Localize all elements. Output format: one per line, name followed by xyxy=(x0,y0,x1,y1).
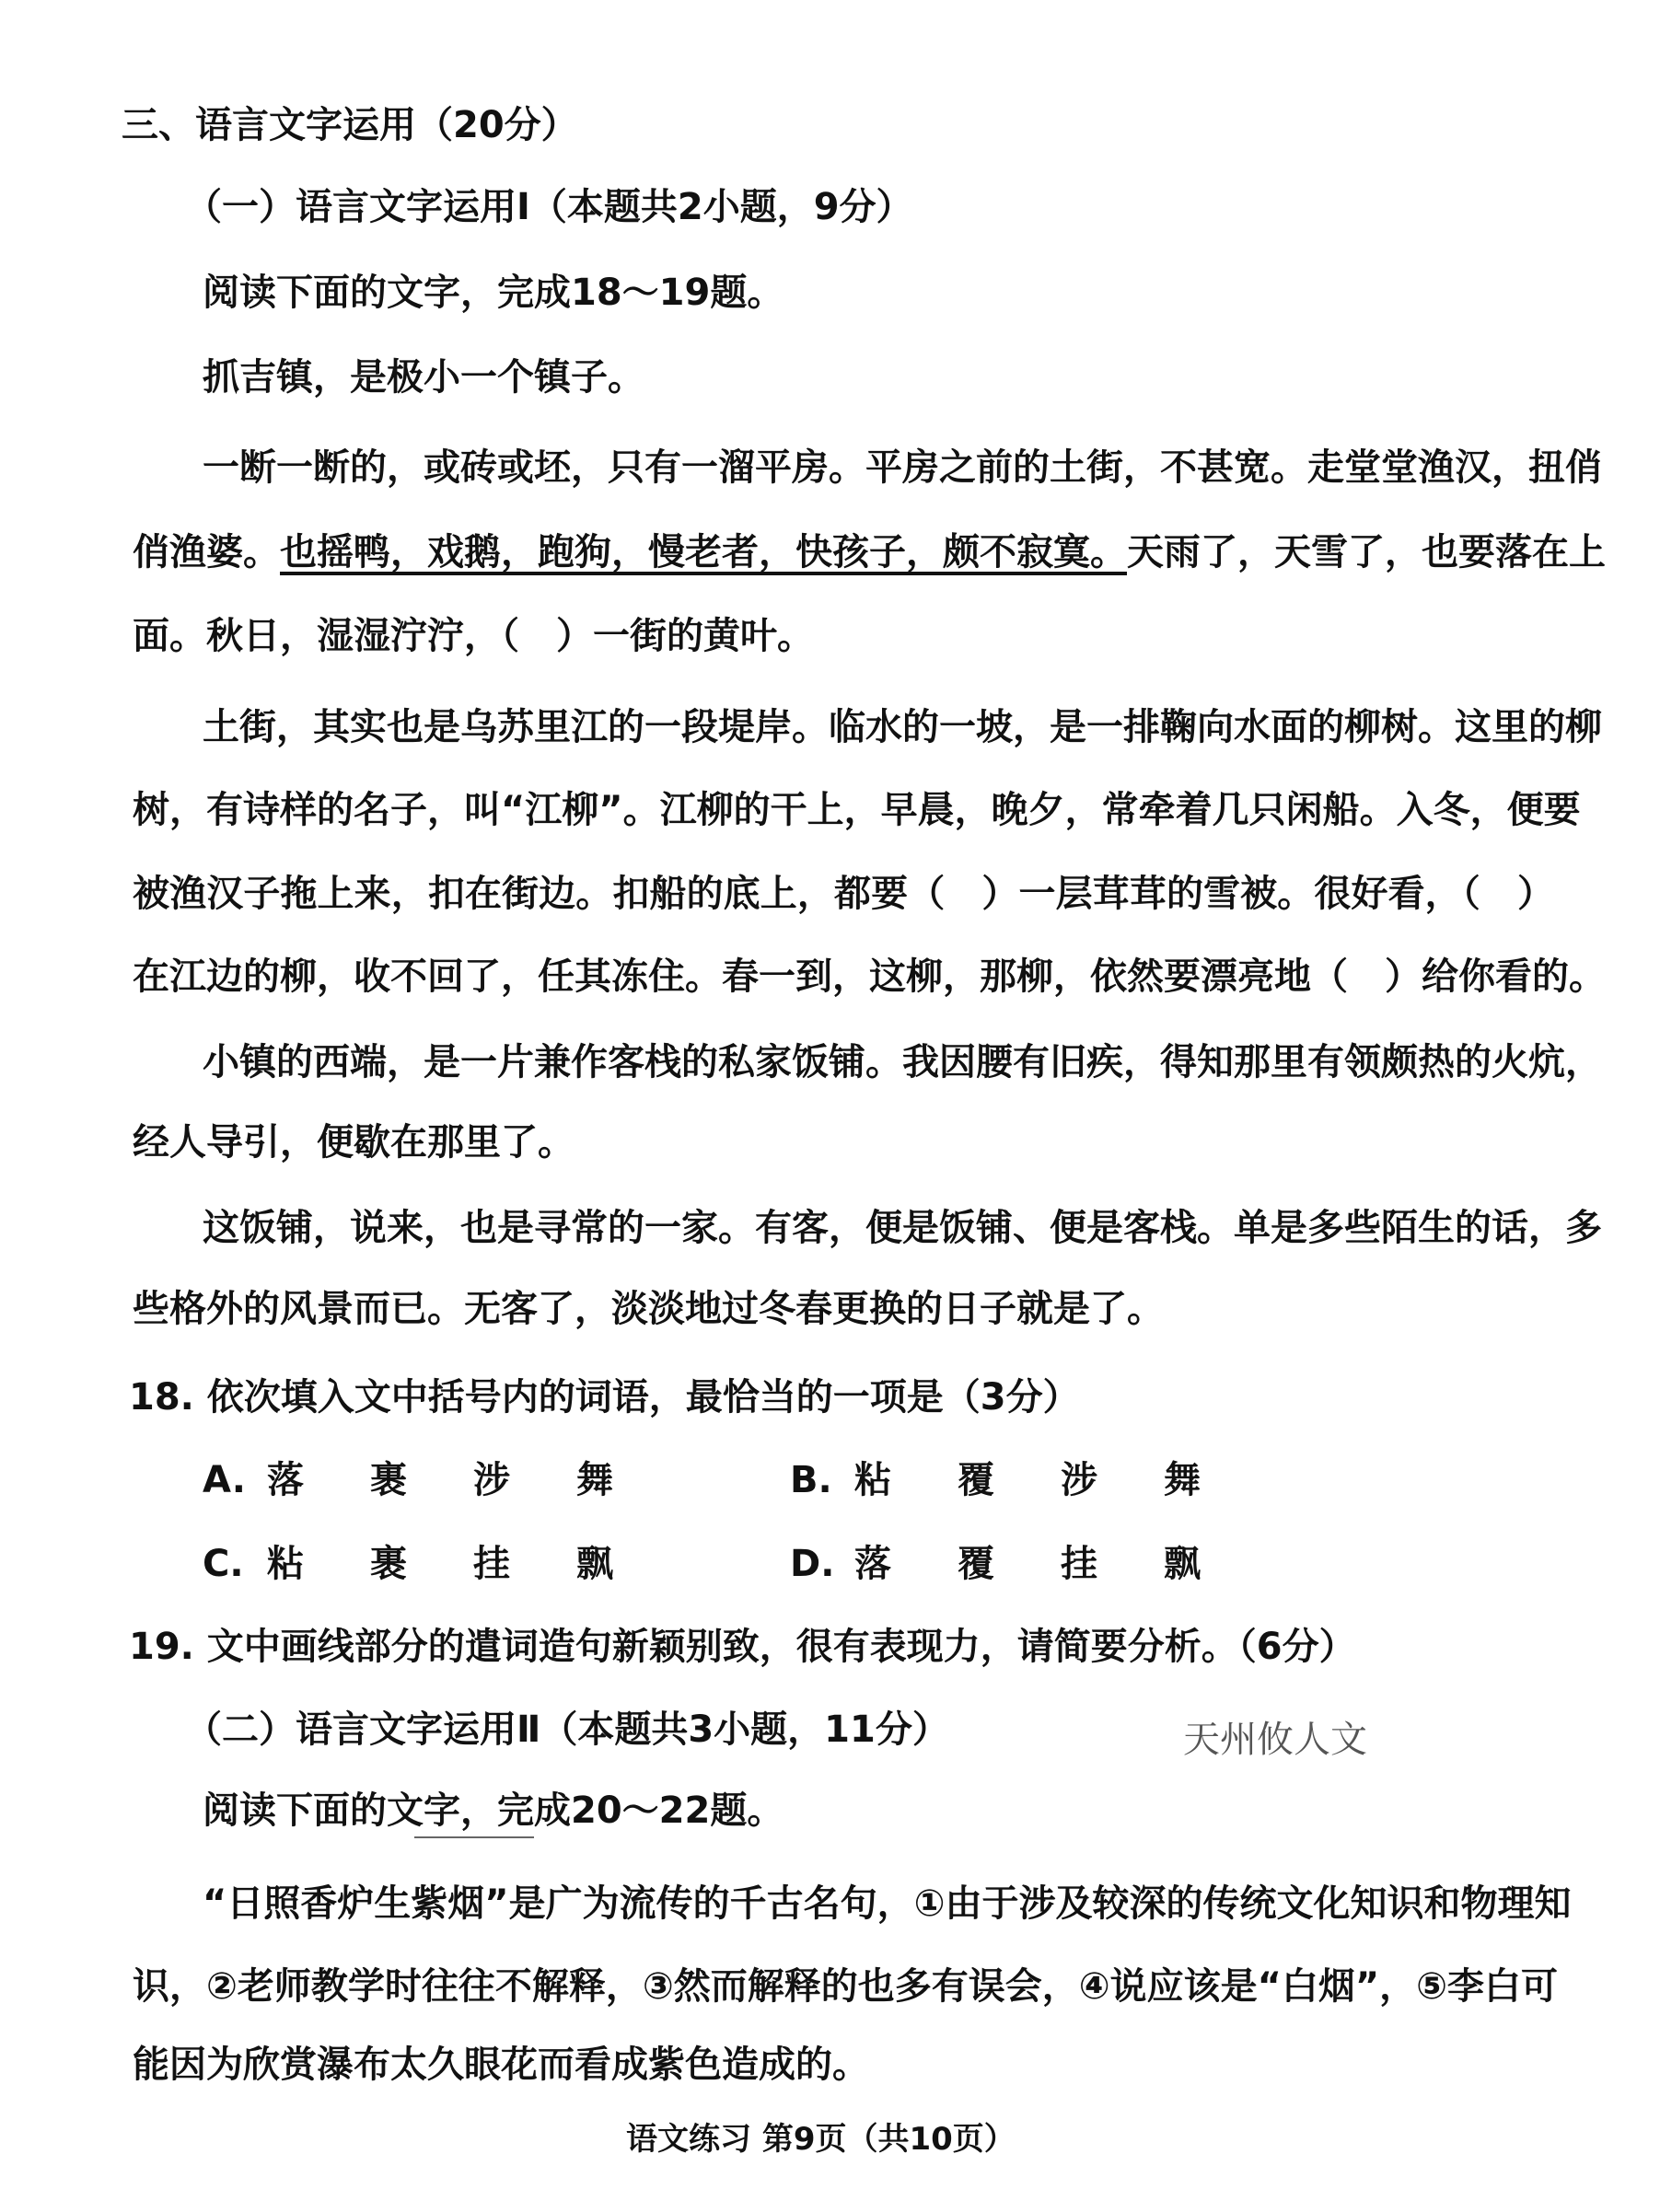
word: 粘 xyxy=(854,1459,891,1501)
passage-line: 识，②老师教学时往往不解释，③然而解释的也多有误会，④说应该是“白烟”，⑤李白可 xyxy=(133,1965,1559,2008)
part1-instruction: 阅读下面的文字，完成18～19题。 xyxy=(203,272,784,314)
word: 舞 xyxy=(576,1459,613,1501)
option-c xyxy=(203,1541,679,1587)
part1-title: （一）语言文字运用Ⅰ（本题共2小题，9分） xyxy=(185,186,913,228)
word: 涉 xyxy=(473,1459,510,1501)
word: 覆 xyxy=(958,1459,994,1501)
passage-line: 能因为欣赏瀑布太久眼花而看成紫色造成的。 xyxy=(133,2044,869,2086)
divider xyxy=(414,1836,534,1838)
option-d xyxy=(790,1541,1267,1587)
passage-line: 一断一断的，或砖或坯，只有一溜平房。平房之前的土街，不甚宽。走堂堂渔汉，扭俏 xyxy=(203,446,1602,489)
passage-line: 小镇的西端，是一片兼作客栈的私家饭铺。我因腰有旧疾，得知那里有领颇热的火炕， xyxy=(203,1041,1602,1083)
word: 覆 xyxy=(958,1543,994,1585)
text: 俏渔婆。 xyxy=(133,531,280,573)
word: 舞 xyxy=(1164,1459,1201,1501)
bleed-through-text: 天州攸人文 xyxy=(1183,1719,1367,1761)
word: 飘 xyxy=(1164,1543,1201,1585)
word: 飘 xyxy=(576,1543,613,1585)
question-18: 18. 依次填入文中括号内的词语，最恰当的一项是（3分） xyxy=(129,1376,1080,1419)
word: 粘 xyxy=(267,1543,304,1585)
option-key: C. xyxy=(203,1543,244,1585)
part2-instruction: 阅读下面的文字，完成20～22题。 xyxy=(203,1789,784,1832)
passage-line xyxy=(133,529,1606,575)
question-19: 19. 文中画线部分的遣词造句新颖别致，很有表现力，请简要分析。（6分） xyxy=(129,1626,1356,1668)
underlined-sentence: 也摇鸭，戏鹅，跑狗，慢老者，快孩子，颇不寂寞。 xyxy=(280,531,1127,573)
option-key: B. xyxy=(790,1459,832,1501)
text: 天雨了，天雪了，也要落在上 xyxy=(1127,531,1606,573)
part2-title: （二）语言文字运用Ⅱ（本题共3小题，11分） xyxy=(185,1708,949,1751)
word: 挂 xyxy=(473,1543,510,1585)
passage-line: 被渔汉子拖上来，扣在街边。扣船的底上，都要（ ）一层茸茸的雪被。很好看，（ ） xyxy=(133,873,1554,915)
passage-line: 土街，其实也是乌苏里江的一段堤岸。临水的一坡，是一排鞠向水面的柳树。这里的柳 xyxy=(203,706,1602,748)
option-key: D. xyxy=(790,1543,835,1585)
word: 落 xyxy=(854,1543,891,1585)
word: 裹 xyxy=(370,1543,407,1585)
passage-line: 在江边的柳，收不回了，任其冻住。春一到，这柳，那柳，依然要漂亮地（ ）给你看的。 xyxy=(133,955,1606,998)
section-title: 三、语言文字运用（20分） xyxy=(122,104,578,146)
passage-line: 面。秋日，湿湿泞泞，（ ）一街的黄叶。 xyxy=(133,615,814,657)
option-a xyxy=(203,1457,679,1503)
passage-line: 些格外的风景而已。无客了，淡淡地过冬春更换的日子就是了。 xyxy=(133,1288,1164,1330)
word: 涉 xyxy=(1061,1459,1097,1501)
word: 裹 xyxy=(370,1459,407,1501)
page-footer: 语文练习 第9页（共10页） xyxy=(626,2121,1016,2158)
passage-paragraph: 抓吉镇，是极小一个镇子。 xyxy=(203,356,644,399)
option-key: A. xyxy=(203,1459,246,1501)
passage-line: “日照香炉生紫烟”是广为流传的千古名句，①由于涉及较深的传统文化知识和物理知 xyxy=(203,1882,1572,1925)
word: 挂 xyxy=(1061,1543,1097,1585)
word: 落 xyxy=(267,1459,304,1501)
passage-line: 树，有诗样的名子，叫“江柳”。江柳的干上，早晨，晚夕，常牵着几只闲船。入冬，便要 xyxy=(133,789,1581,831)
passage-line: 经人导引，便歇在那里了。 xyxy=(133,1121,575,1164)
option-b xyxy=(790,1457,1267,1503)
passage-line: 这饭铺，说来，也是寻常的一家。有客，便是饭铺、便是客栈。单是多些陌生的话，多 xyxy=(203,1207,1602,1249)
